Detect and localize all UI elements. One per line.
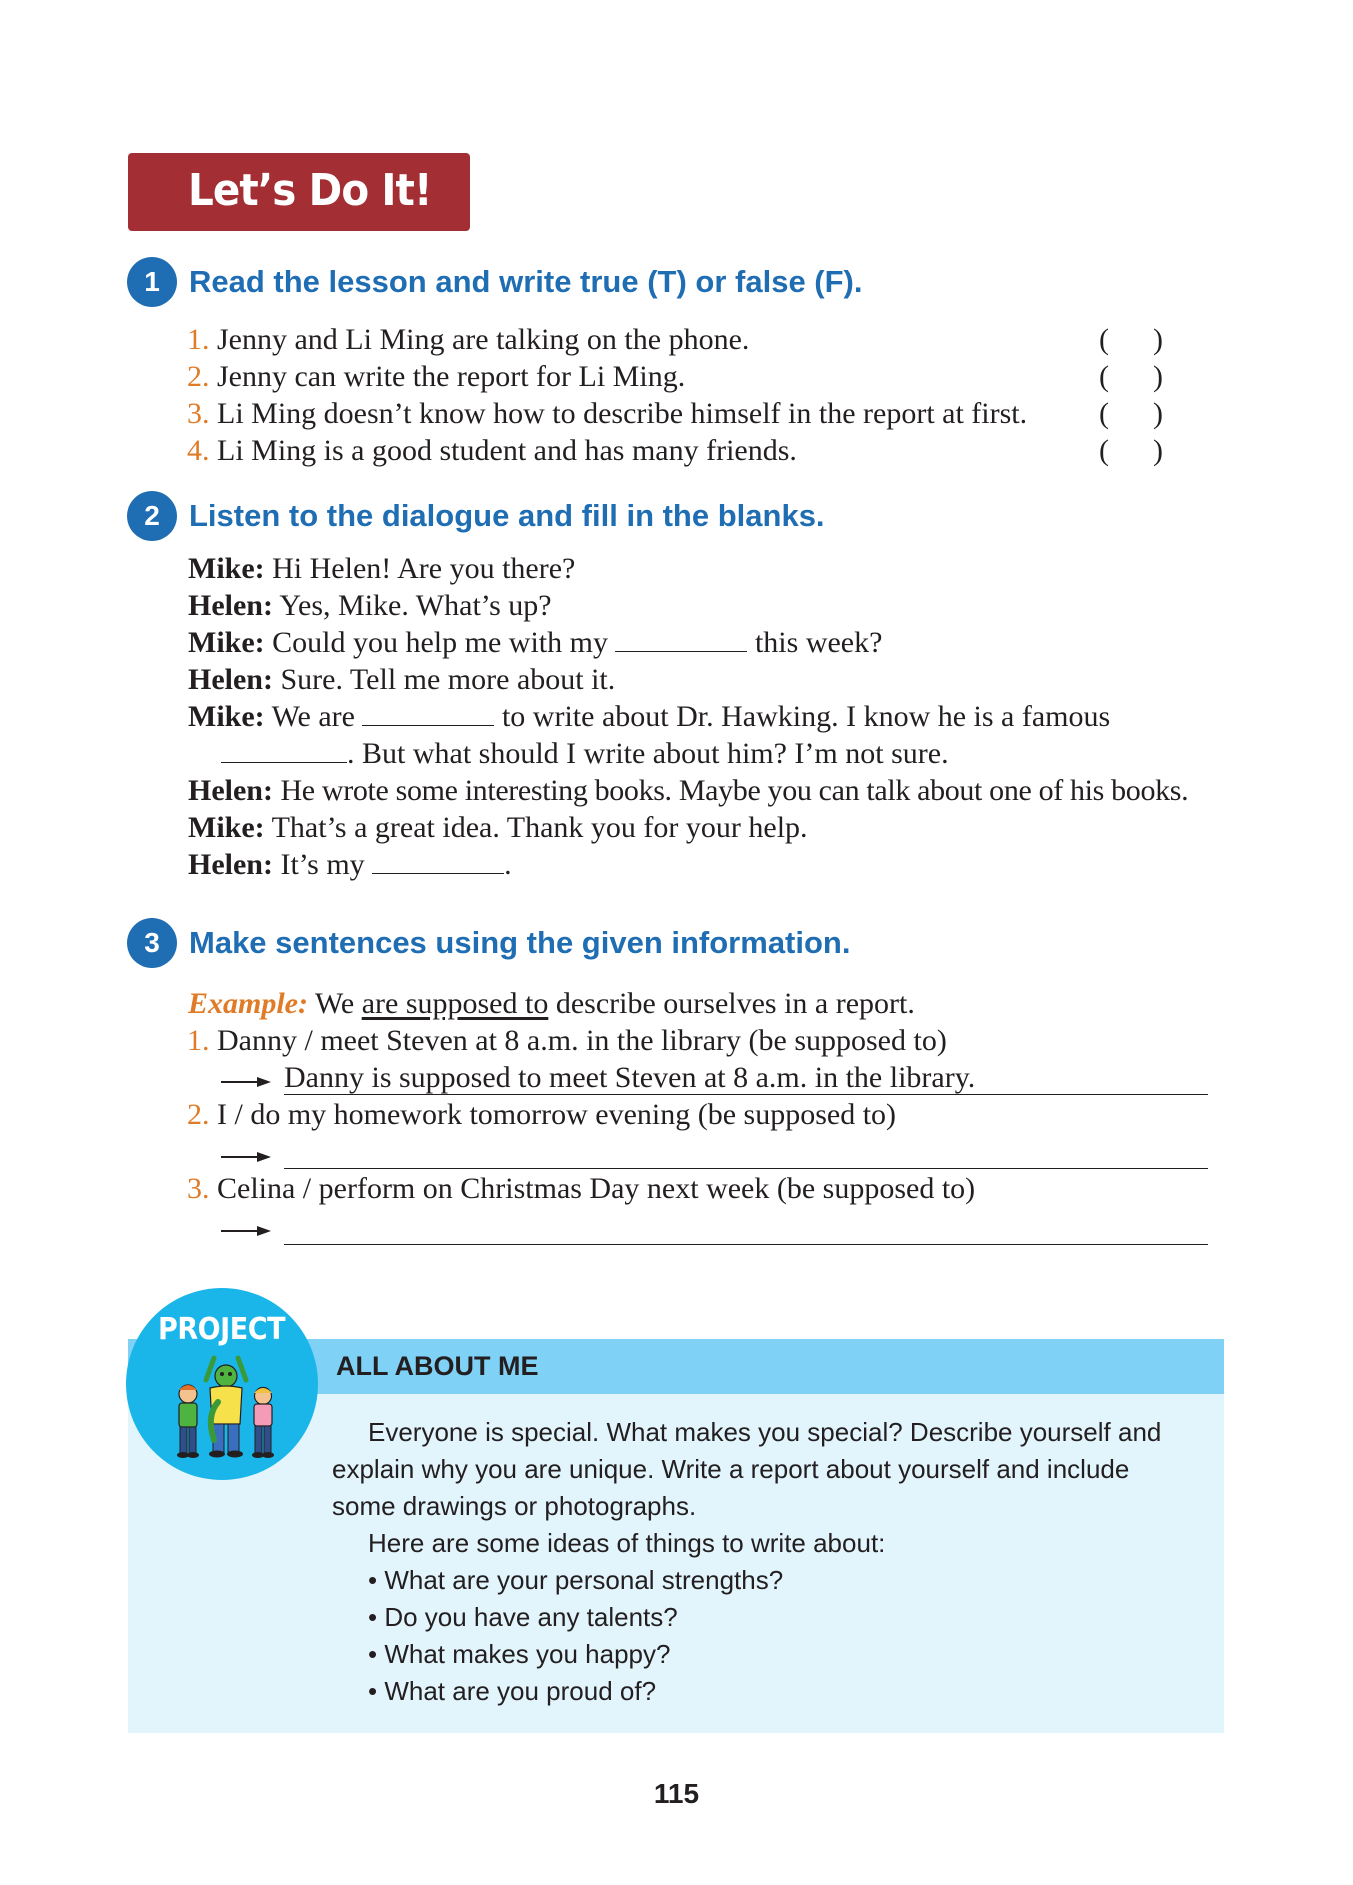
section-2-title: Listen to the dialogue and fill in the blanks. bbox=[189, 498, 825, 533]
dialogue-text: . But what should I write about him? I’m not sure. bbox=[347, 737, 949, 770]
tf-item-text: Li Ming doesn’t know how to describe himself in the report at first. bbox=[217, 397, 1028, 430]
fill-blank-1[interactable] bbox=[615, 627, 747, 652]
arrow-right-icon bbox=[221, 1075, 271, 1089]
project-paragraph-line-1: Everyone is special. What makes you special? Describe yourself and bbox=[368, 1417, 1162, 1447]
speaker-name: Mike: bbox=[188, 552, 265, 585]
project-badge bbox=[126, 1288, 318, 1480]
sentence-item-prompt: Celina / perform on Christmas Day next week (be supposed to) bbox=[217, 1172, 976, 1205]
project-idea-3: • What makes you happy? bbox=[368, 1639, 671, 1669]
project-paragraph-line-3: some drawings or photographs. bbox=[332, 1491, 697, 1521]
answer-text-1: Danny is supposed to meet Steven at 8 a.m. in the library. bbox=[284, 1061, 976, 1094]
project-label: PROJECT bbox=[158, 1312, 286, 1347]
sentence-item-number: 3. bbox=[187, 1172, 210, 1205]
speaker-name: Mike: bbox=[188, 626, 265, 659]
tf-item-text: Jenny and Li Ming are talking on the phone. bbox=[217, 323, 750, 356]
example-label: Example: bbox=[188, 987, 308, 1020]
sentence-item-3 bbox=[187, 1170, 975, 1207]
project-ideas-intro: Here are some ideas of things to write about: bbox=[368, 1528, 886, 1558]
tf-item-1 bbox=[187, 321, 749, 358]
section-2-header bbox=[127, 491, 825, 541]
section-1-header bbox=[127, 257, 863, 307]
dialogue-line-4 bbox=[188, 661, 615, 698]
answer-line-3[interactable] bbox=[284, 1244, 1208, 1245]
project-paragraph-line-2: explain why you are unique. Write a report about yourself and include bbox=[332, 1454, 1130, 1484]
tf-item-text: Li Ming is a good student and has many friends. bbox=[217, 434, 797, 467]
example-line bbox=[188, 985, 915, 1022]
dialogue-text: Yes, Mike. What’s up? bbox=[279, 589, 552, 622]
tf-answer-2[interactable]: ( ) bbox=[1099, 360, 1163, 393]
dialogue-text: He wrote some interesting books. Maybe you can talk about one of his books. bbox=[280, 774, 1189, 807]
section-3-number: 3 bbox=[127, 918, 177, 968]
arrow-right-icon bbox=[221, 1150, 271, 1164]
tf-item-number: 4. bbox=[187, 434, 210, 467]
sentence-item-prompt: Danny / meet Steven at 8 a.m. in the library (be supposed to) bbox=[217, 1024, 947, 1057]
dialogue-text: That’s a great idea. Thank you for your help. bbox=[271, 811, 808, 844]
dialogue-text: this week? bbox=[754, 626, 883, 659]
dialogue-text: to write about Dr. Hawking. I know he is a famous bbox=[501, 700, 1111, 733]
speaker-name: Mike: bbox=[188, 811, 265, 844]
dialogue-line-9 bbox=[188, 846, 512, 883]
tf-item-3 bbox=[187, 395, 1027, 432]
arrow-right-icon bbox=[221, 1224, 271, 1238]
dialogue-line-3 bbox=[188, 624, 882, 661]
sentence-item-number: 2. bbox=[187, 1098, 210, 1131]
sentence-item-1 bbox=[187, 1022, 947, 1059]
fill-blank-2[interactable] bbox=[362, 701, 494, 726]
section-3-title: Make sentences using the given information. bbox=[189, 925, 851, 960]
dialogue-line-7 bbox=[188, 772, 1188, 809]
tf-item-4 bbox=[187, 432, 797, 469]
section-3-header bbox=[127, 918, 850, 968]
example-underlined: are supposed to bbox=[361, 987, 549, 1020]
page-number: 115 bbox=[653, 1778, 700, 1809]
project-idea-4: • What are you proud of? bbox=[368, 1676, 657, 1706]
speaker-name: Helen: bbox=[188, 774, 273, 807]
dialogue-text: We are bbox=[271, 700, 355, 733]
section-1-number: 1 bbox=[127, 257, 177, 307]
tf-item-number: 2. bbox=[187, 360, 210, 393]
dialogue-text: . bbox=[504, 848, 512, 881]
project-idea-1: • What are your personal strengths? bbox=[368, 1565, 784, 1595]
tf-item-text: Jenny can write the report for Li Ming. bbox=[217, 360, 686, 393]
speaker-name: Helen: bbox=[188, 589, 273, 622]
speaker-name: Helen: bbox=[188, 663, 273, 696]
dialogue-text: Could you help me with my bbox=[272, 626, 608, 659]
speaker-name: Helen: bbox=[188, 848, 273, 881]
page-title-banner bbox=[128, 153, 470, 231]
speaker-name: Mike: bbox=[188, 700, 265, 733]
sentence-item-number: 1. bbox=[187, 1024, 210, 1057]
section-1-title: Read the lesson and write true (T) or false (F). bbox=[189, 264, 863, 299]
answer-line-2[interactable] bbox=[284, 1168, 1208, 1169]
dialogue-line-2 bbox=[188, 587, 552, 624]
page-title: Let’s Do It! bbox=[188, 165, 432, 216]
dialogue-line-8 bbox=[188, 809, 808, 846]
kids-illustration-icon bbox=[166, 1350, 286, 1468]
tf-answer-4[interactable]: ( ) bbox=[1099, 434, 1163, 467]
tf-item-2 bbox=[187, 358, 685, 395]
sentence-item-prompt: I / do my homework tomorrow evening (be supposed to) bbox=[217, 1098, 897, 1131]
dialogue-text: It’s my bbox=[280, 848, 365, 881]
project-idea-2: • Do you have any talents? bbox=[368, 1602, 678, 1632]
example-text: We bbox=[314, 987, 355, 1020]
dialogue-line-6 bbox=[221, 735, 949, 772]
dialogue-line-5 bbox=[188, 698, 1110, 735]
tf-item-number: 1. bbox=[187, 323, 210, 356]
dialogue-line-1 bbox=[188, 550, 575, 587]
fill-blank-4[interactable] bbox=[372, 849, 504, 874]
sentence-item-2 bbox=[187, 1096, 896, 1133]
tf-answer-3[interactable]: ( ) bbox=[1099, 397, 1163, 430]
tf-item-number: 3. bbox=[187, 397, 210, 430]
tf-answer-1[interactable]: ( ) bbox=[1099, 323, 1163, 356]
example-text: describe ourselves in a report. bbox=[555, 987, 915, 1020]
dialogue-text: Sure. Tell me more about it. bbox=[280, 663, 616, 696]
section-2-number: 2 bbox=[127, 491, 177, 541]
dialogue-text: Hi Helen! Are you there? bbox=[272, 552, 576, 585]
project-heading: ALL ABOUT ME bbox=[336, 1351, 539, 1381]
fill-blank-3[interactable] bbox=[221, 738, 347, 763]
